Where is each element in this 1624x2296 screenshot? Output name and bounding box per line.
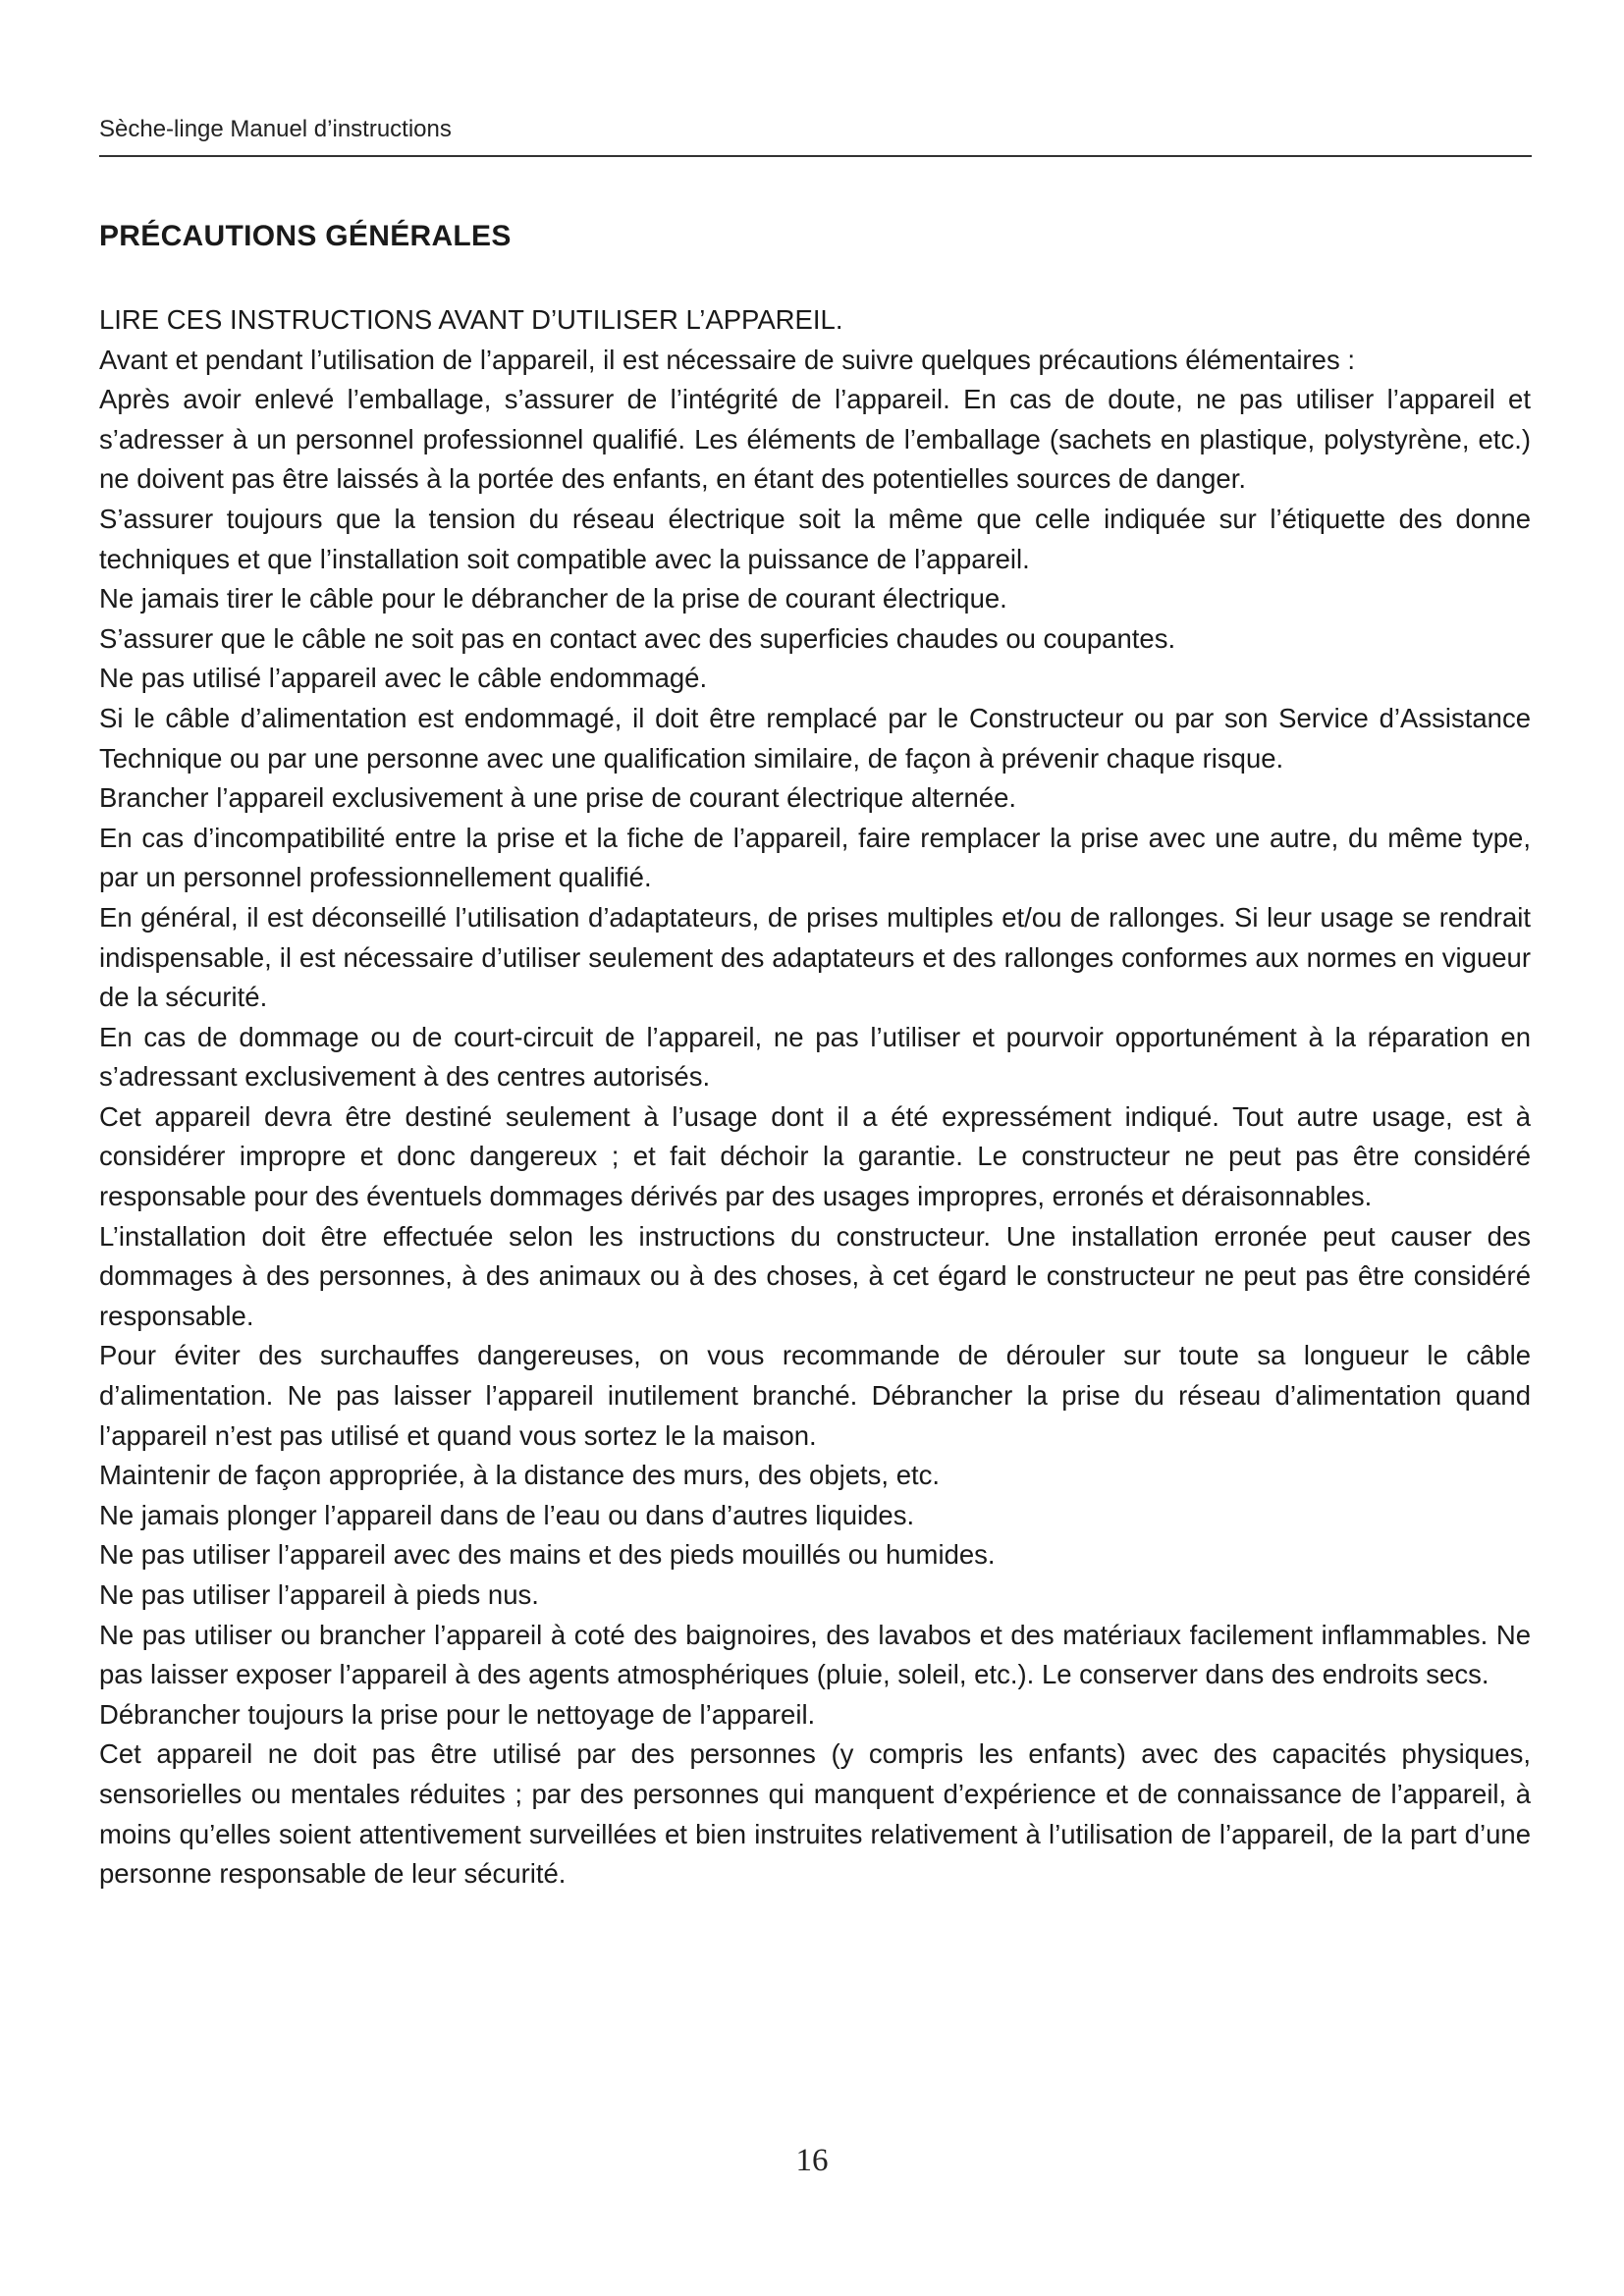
paragraph: Pour éviter des surchauffes dangereuses, on vous recommande de dérouler sur toute sa longueur le câble d’alimentation. Ne pas laisser l’appareil inutilement branché. Débrancher la prise du réseau d’alimentation quand l’appareil n’est pas utilisé et quand vous sortez le la maison. <box>99 1340 1531 1451</box>
page-number: 16 <box>795 2143 829 2178</box>
paragraph: LIRE CES INSTRUCTIONS AVANT D’UTILISER L’APPAREIL. <box>99 304 843 335</box>
header-rule <box>99 155 1532 157</box>
paragraph: Avant et pendant l’utilisation de l’appareil, il est nécessaire de suivre quelques précautions élémentaires : <box>99 344 1356 375</box>
paragraph: Maintenir de façon appropriée, à la distance des murs, des objets, etc. <box>99 1460 941 1491</box>
paragraph: Brancher l’appareil exclusivement à une prise de courant électrique alternée. <box>99 782 1017 814</box>
paragraph: Cet appareil ne doit pas être utilisé par des personnes (y compris les enfants) avec des capacités physiques, sensorielles ou mentales réduites ; par des personnes qui manquent d’expérience et de connaissance de l’appareil, à moins qu’elles soient attentivement surveillées et bien instruites relativement à l’utilisation de l’appareil, de la part d’une personne responsable de leur sécurité. <box>99 1738 1531 1890</box>
paragraph: L’installation doit être effectuée selon les instructions du constructeur. Une installation erronée peut causer des dommages à des personnes, à des animaux ou à des choses, à cet égard le constructeur ne peut pas être considéré responsable. <box>99 1220 1531 1331</box>
paragraph: Ne jamais tirer le câble pour le débrancher de la prise de courant électrique. <box>99 583 1007 614</box>
paragraph: Ne jamais plonger l’appareil dans de l’eau ou dans d’autres liquides. <box>99 1499 915 1530</box>
paragraph: En général, il est déconseillé l’utilisation d’adaptateurs, de prises multiples et/ou de rallonges. Si leur usage se rendrait indispensable, il est nécessaire d’utiliser seulement des adaptateurs et des rallonges conformes aux normes en vigueur de la sécurité. <box>99 901 1531 1013</box>
paragraph: En cas d’incompatibilité entre la prise et la fiche de l’appareil, faire remplacer la prise avec une autre, du même type, par un personnel professionnellement qualifié. <box>99 822 1531 893</box>
paragraph: En cas de dommage ou de court-circuit de l’appareil, ne pas l’utiliser et pourvoir opportunément à la réparation en s’adressant exclusivement à des centres autorisés. <box>99 1021 1531 1093</box>
paragraph: S’assurer toujours que la tension du réseau électrique soit la même que celle indiquée sur l’étiquette des donne techniques et que l’installation soit compatible avec la puissance de l’appareil. <box>99 503 1531 574</box>
paragraph: Si le câble d’alimentation est endommagé, il doit être remplacé par le Constructeur ou par son Service d’Assistance Technique ou par une personne avec une qualification similaire, de façon à prévenir chaque risque. <box>99 702 1531 774</box>
paragraph: Ne pas utiliser ou brancher l’appareil à coté des baignoires, des lavabos et des matériaux facilement inflammables. Ne pas laisser exposer l’appareil à des agents atmosphériques (pluie, soleil, etc.). Le conserver dans des endroits secs. <box>99 1619 1531 1690</box>
paragraph: Après avoir enlevé l’emballage, s’assurer de l’intégrité de l’appareil. En cas de doute, ne pas utiliser l’appareil et s’adresser à un personnel professionnel qualifié. Les éléments de l’emballage (sachets en plastique, polystyrène, etc.) ne doivent pas être laissés à la portée des enfants, en étant des potentielles sources de danger. <box>99 384 1531 495</box>
paragraph: Ne pas utiliser l’appareil avec des mains et des pieds mouillés ou humides. <box>99 1539 996 1571</box>
paragraph: Ne pas utilisé l’appareil avec le câble endommagé. <box>99 663 708 694</box>
section-title: PRÉCAUTIONS GÉNÉRALES <box>99 220 512 252</box>
paragraph: Débrancher toujours la prise pour le nettoyage de l’appareil. <box>99 1698 816 1730</box>
paragraph: Cet appareil devra être destiné seulement à l’usage dont il a été expressément indiqué. Tout autre usage, est à considérer impropre et donc dangereux ; et fait déchoir la garantie. Le constructeur ne peut pas être considéré responsable pour des éventuels dommages dérivés par des usages impropres, erronés et déraisonnables. <box>99 1100 1531 1212</box>
body-text <box>99 300 1531 1895</box>
paragraph: S’assurer que le câble ne soit pas en contact avec des superficies chaudes ou coupantes. <box>99 622 1176 654</box>
running-header: Sèche-linge Manuel d’instructions <box>99 116 452 142</box>
paragraph: Ne pas utiliser l’appareil à pieds nus. <box>99 1579 539 1610</box>
